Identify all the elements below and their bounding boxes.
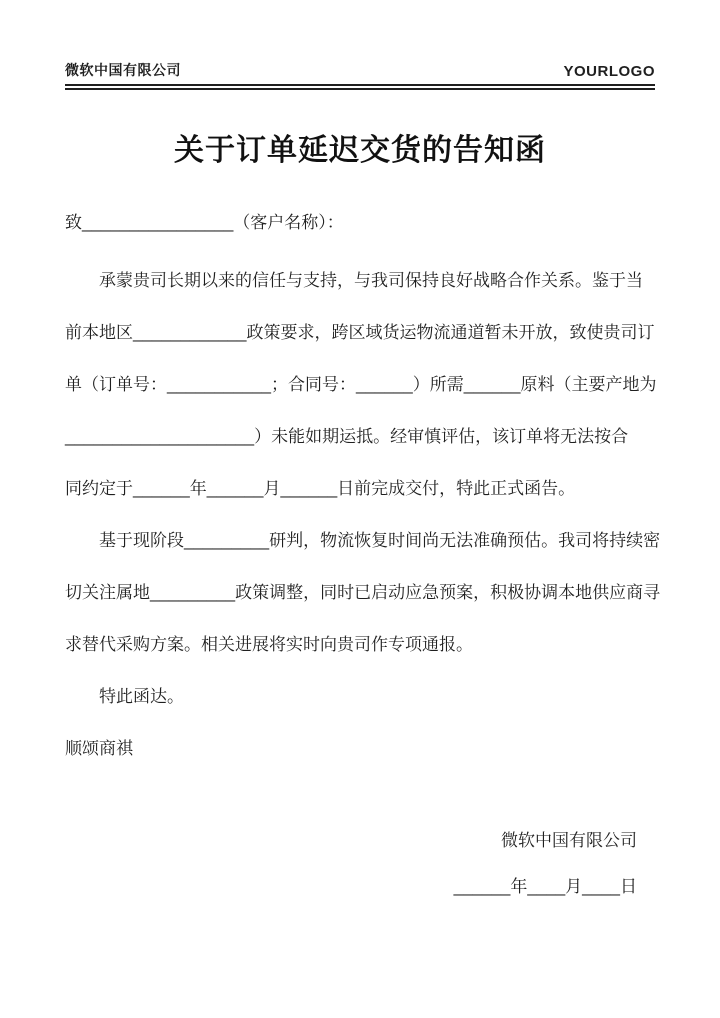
paragraph1-line-3: 单（订单号：___________；合同号：______）所需______原料（主要产地为	[65, 375, 657, 394]
paragraph2-line-3: 求替代采购方案。相关进展将实时向贵司作专项通报。	[65, 635, 473, 654]
letter-body	[65, 197, 661, 910]
paragraph1-line-2: 前本地区____________政策要求，跨区域货运物流通道暂未开放，致使贵司订	[65, 323, 655, 342]
letterhead-divider	[65, 84, 655, 90]
paragraph2-line-2: 切关注属地_________政策调整，同时已启动应急预案，积极协调本地供应商寻	[65, 583, 661, 602]
signature-block	[65, 818, 655, 910]
letterhead	[65, 60, 655, 80]
letterhead-logo-text: YOURLOGO	[563, 63, 655, 80]
paragraph1-line-5: 同约定于______年______月______日前完成交付，特此正式函告。	[65, 479, 576, 498]
signature-date-line: ______年____月____日	[453, 877, 637, 896]
letterhead-company-name: 微软中国有限公司	[65, 62, 181, 78]
regards-line: 顺颂商祺	[65, 739, 133, 758]
signature-company-name: 微软中国有限公司	[501, 831, 637, 850]
paragraph2-line-1: 基于现阶段_________研判，物流恢复时间尚无法准确预估。我司将持续密	[99, 531, 661, 550]
salutation-line: 致________________（客户名称）：	[65, 213, 344, 232]
paragraph1-line-4: ____________________）未能如期运抵。经审慎评估，该订单将无法按合	[65, 427, 629, 446]
paragraph1-line-1: 承蒙贵司长期以来的信任与支持，与我司保持良好战略合作关系。鉴于当	[99, 271, 643, 290]
closing-line: 特此函达。	[99, 687, 184, 706]
document-title: 关于订单延迟交货的告知函	[174, 134, 546, 167]
